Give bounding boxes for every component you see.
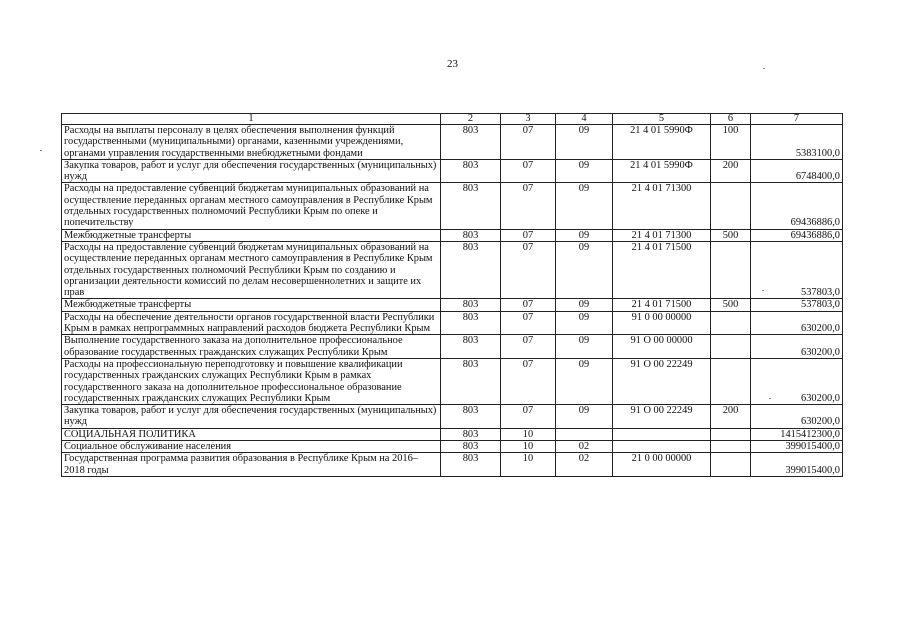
- column-header: 4: [556, 114, 613, 125]
- expense-type-code: [711, 358, 751, 404]
- row-description: Расходы на профессиональную переподготовку и повышение квалификации государственных гражданских служащих Республики Крым в рамках государственного заказа на дополнительное профессиональное образование государственных гражданских служащих Республики Крым: [62, 358, 441, 404]
- expense-type-code: 200: [711, 159, 751, 183]
- target-article-code: [613, 428, 711, 440]
- row-description: Закупка товаров, работ и услуг для обеспечения государственных (муниципальных) нужд: [62, 159, 441, 183]
- row-description: Расходы на предоставление субвенций бюджетам муниципальных образований на осуществление переданных органам местного самоуправления в Республике Крым отдельных государственных полномочий Республики Крым по опеке и попечительству: [62, 183, 441, 229]
- expense-type-code: 100: [711, 125, 751, 160]
- ministry-code: 803: [441, 229, 501, 241]
- target-article-code: 91 О 00 00000: [613, 335, 711, 359]
- amount-value: 69436886,0: [751, 183, 843, 229]
- subsection-code: 09: [556, 183, 613, 229]
- scan-speck: [763, 68, 765, 69]
- target-article-code: 91 О 00 22249: [613, 358, 711, 404]
- expense-type-code: [711, 428, 751, 440]
- row-description: Государственная программа развития образования в Республике Крым на 2016–2018 годы: [62, 453, 441, 477]
- table-row: [62, 159, 843, 183]
- section-code: 07: [501, 229, 556, 241]
- subsection-code: 02: [556, 441, 613, 453]
- target-article-code: 21 4 01 71500: [613, 241, 711, 298]
- amount-value: 537803,0: [751, 241, 843, 298]
- expense-type-code: [711, 183, 751, 229]
- row-description: СОЦИАЛЬНАЯ ПОЛИТИКА: [62, 428, 441, 440]
- row-description: Закупка товаров, работ и услуг для обеспечения государственных (муниципальных) нужд: [62, 405, 441, 429]
- target-article-code: 21 0 00 00000: [613, 453, 711, 477]
- row-description: Межбюджетные трансферты: [62, 229, 441, 241]
- target-article-code: 21 4 01 71300: [613, 229, 711, 241]
- subsection-code: 09: [556, 299, 613, 311]
- section-code: 10: [501, 453, 556, 477]
- table-row: [62, 428, 843, 440]
- table-row: [62, 441, 843, 453]
- column-header: 1: [62, 114, 441, 125]
- table-row: [62, 453, 843, 477]
- amount-value: 399015400,0: [751, 441, 843, 453]
- ministry-code: 803: [441, 453, 501, 477]
- target-article-code: 21 4 01 71500: [613, 299, 711, 311]
- expense-type-code: 200: [711, 405, 751, 429]
- expense-type-code: [711, 453, 751, 477]
- target-article-code: 21 4 01 71300: [613, 183, 711, 229]
- amount-value: 630200,0: [751, 405, 843, 429]
- row-description: Расходы на обеспечение деятельности органов государственной власти Республики Крым в рамках непрограммных направлений расходов бюджета Республики Крым: [62, 311, 441, 335]
- ministry-code: 803: [441, 405, 501, 429]
- section-code: 10: [501, 428, 556, 440]
- row-description: Выполнение государственного заказа на дополнительное профессиональное образование государственных гражданских служащих Республики Крым: [62, 335, 441, 359]
- expense-type-code: [711, 335, 751, 359]
- amount-value: 5383100,0: [751, 125, 843, 160]
- section-code: 07: [501, 299, 556, 311]
- amount-value: 69436886,0: [751, 229, 843, 241]
- scan-speck: [40, 150, 42, 151]
- amount-value: 6748400,0: [751, 159, 843, 183]
- table-row: [62, 311, 843, 335]
- subsection-code: 09: [556, 229, 613, 241]
- ministry-code: 803: [441, 335, 501, 359]
- column-header-row: [62, 114, 843, 125]
- subsection-code: 09: [556, 241, 613, 298]
- table-row: [62, 125, 843, 160]
- subsection-code: 09: [556, 159, 613, 183]
- target-article-code: 21 4 01 5990Ф: [613, 159, 711, 183]
- ministry-code: 803: [441, 299, 501, 311]
- expense-type-code: [711, 241, 751, 298]
- expense-type-code: 500: [711, 229, 751, 241]
- page-number: 23: [447, 58, 458, 70]
- subsection-code: 09: [556, 405, 613, 429]
- row-description: Расходы на предоставление субвенций бюджетам муниципальных образований на осуществление переданных органам местного самоуправления в Республике Крым отдельных государственных полномочий Республики Крым по созданию и организации деятельности комиссий по делам несовершеннолетних и защите их прав: [62, 241, 441, 298]
- section-code: 07: [501, 125, 556, 160]
- table-row: [62, 229, 843, 241]
- section-code: 10: [501, 441, 556, 453]
- ministry-code: 803: [441, 311, 501, 335]
- column-header: 5: [613, 114, 711, 125]
- section-code: 07: [501, 311, 556, 335]
- table-row: [62, 335, 843, 359]
- amount-value: 630200,0: [751, 311, 843, 335]
- row-description: Социальное обслуживание населения: [62, 441, 441, 453]
- scan-speck: [769, 398, 771, 399]
- amount-value: 1415412300,0: [751, 428, 843, 440]
- subsection-code: 09: [556, 311, 613, 335]
- ministry-code: 803: [441, 428, 501, 440]
- expense-type-code: [711, 441, 751, 453]
- amount-value: 537803,0: [751, 299, 843, 311]
- row-description: Расходы на выплаты персоналу в целях обеспечения выполнения функций государственными (муниципальными) органами, казенными учреждениями, органами управления государственными внебюджетными фондами: [62, 125, 441, 160]
- section-code: 07: [501, 335, 556, 359]
- table-row: [62, 358, 843, 404]
- target-article-code: 21 4 01 5990Ф: [613, 125, 711, 160]
- section-code: 07: [501, 358, 556, 404]
- subsection-code: 02: [556, 453, 613, 477]
- amount-value: 630200,0: [751, 335, 843, 359]
- ministry-code: 803: [441, 183, 501, 229]
- section-code: 07: [501, 159, 556, 183]
- subsection-code: 09: [556, 335, 613, 359]
- budget-table: [61, 113, 843, 477]
- ministry-code: 803: [441, 358, 501, 404]
- subsection-code: [556, 428, 613, 440]
- table-row: [62, 299, 843, 311]
- section-code: 07: [501, 405, 556, 429]
- column-header: 6: [711, 114, 751, 125]
- target-article-code: 91 0 00 00000: [613, 311, 711, 335]
- expense-type-code: [711, 311, 751, 335]
- subsection-code: 09: [556, 125, 613, 160]
- amount-value: 399015400,0: [751, 453, 843, 477]
- ministry-code: 803: [441, 441, 501, 453]
- ministry-code: 803: [441, 159, 501, 183]
- section-code: 07: [501, 183, 556, 229]
- row-description: Межбюджетные трансферты: [62, 299, 441, 311]
- column-header: 3: [501, 114, 556, 125]
- expense-type-code: 500: [711, 299, 751, 311]
- ministry-code: 803: [441, 125, 501, 160]
- ministry-code: 803: [441, 241, 501, 298]
- amount-value: 630200,0: [751, 358, 843, 404]
- table-row: [62, 183, 843, 229]
- column-header: 7: [751, 114, 843, 125]
- column-header: 2: [441, 114, 501, 125]
- section-code: 07: [501, 241, 556, 298]
- subsection-code: 09: [556, 358, 613, 404]
- table-row: [62, 241, 843, 298]
- scan-speck: [762, 290, 764, 291]
- target-article-code: 91 О 00 22249: [613, 405, 711, 429]
- target-article-code: [613, 441, 711, 453]
- table-row: [62, 405, 843, 429]
